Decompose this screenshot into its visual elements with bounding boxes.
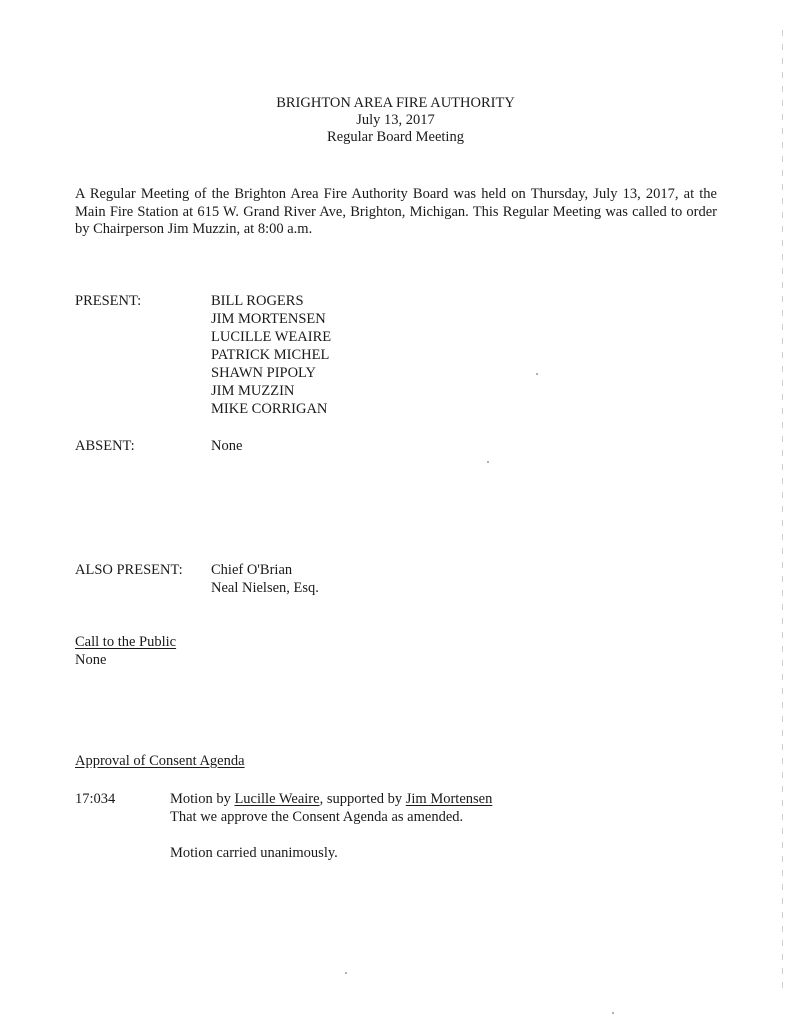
absent-value: None (211, 438, 243, 454)
motion-supporter: Jim Mortensen (405, 791, 493, 807)
meeting-type: Regular Board Meeting (327, 129, 464, 145)
present-label: PRESENT: (75, 293, 142, 309)
call-to-public-heading: Call to the Public (75, 634, 177, 650)
motion-mover: Lucille Weaire (234, 791, 320, 807)
document-header (0, 95, 791, 146)
scan-edge-artifact (782, 30, 783, 990)
member-name: PATRICK MICHEL (211, 347, 330, 363)
motion-text: That we approve the Consent Agenda as amended. (170, 809, 464, 825)
organization-name: BRIGHTON AREA FIRE AUTHORITY (276, 95, 515, 111)
motion-result: Motion carried unanimously. (170, 845, 338, 861)
motion-supported-by: , supported by (319, 791, 406, 807)
scan-speck (345, 972, 347, 974)
motion-prefix: Motion by (170, 791, 235, 807)
also-present-list (211, 561, 319, 597)
scan-speck (612, 1012, 614, 1014)
member-name: SHAWN PIPOLY (211, 365, 316, 381)
also-present-label: ALSO PRESENT: (75, 562, 183, 578)
scan-speck (536, 373, 538, 375)
present-members-list (211, 292, 331, 418)
member-name: JIM MUZZIN (211, 383, 295, 399)
absent-label: ABSENT: (75, 438, 135, 454)
member-name: MIKE CORRIGAN (211, 401, 328, 417)
motion-line (170, 790, 492, 808)
motion-body (170, 790, 492, 862)
motion-number: 17:034 (75, 791, 116, 807)
scan-speck (487, 461, 489, 463)
meeting-date: July 13, 2017 (356, 112, 435, 128)
call-to-public-value: None (75, 652, 107, 668)
consent-agenda-heading: Approval of Consent Agenda (75, 753, 245, 769)
attendee-name: Neal Nielsen, Esq. (211, 580, 319, 596)
member-name: LUCILLE WEAIRE (211, 329, 332, 345)
intro-paragraph: A Regular Meeting of the Brighton Area Fire Authority Board was held on Thursday, July 13, 2017, at the Main Fire Station at 615 W. Grand River Ave, Brighton, Michigan. This Regular Meeting was called to order by Chairperson Jim Muzzin, at 8:00 a.m. (75, 186, 717, 237)
member-name: BILL ROGERS (211, 293, 304, 309)
member-name: JIM MORTENSEN (211, 311, 326, 327)
attendee-name: Chief O'Brian (211, 562, 293, 578)
